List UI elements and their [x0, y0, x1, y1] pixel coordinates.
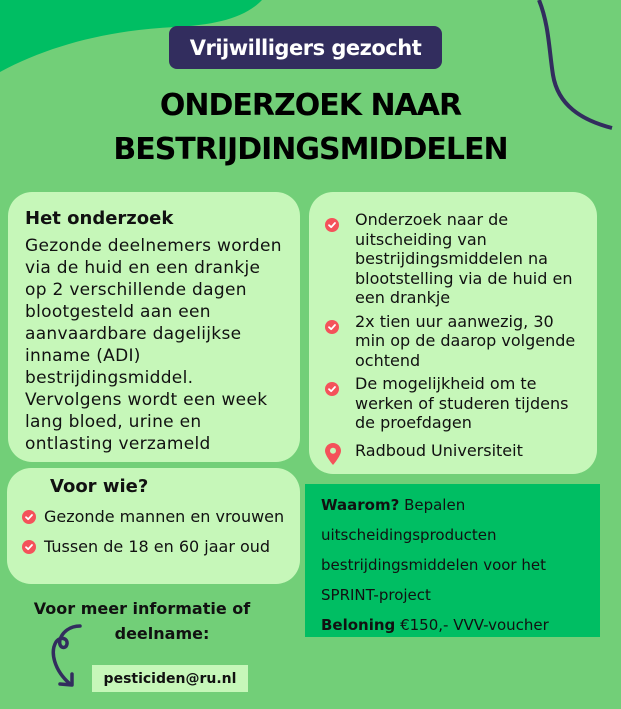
eligibility-card	[7, 468, 300, 584]
eligibility-text: Gezonde mannen en vrouwen	[44, 507, 285, 526]
location-item	[325, 441, 587, 465]
eligibility-heading: Voor wie?	[50, 476, 149, 497]
eligibility-item	[22, 507, 290, 527]
detail-text: Onderzoek naar de uitscheiding van bestrijdingsmiddelen na blootstelling via de huid en een drankje	[355, 210, 573, 307]
check-circle-icon	[22, 540, 36, 554]
map-pin-icon	[325, 443, 341, 465]
detail-item	[325, 312, 587, 371]
page-title-line-2: BESTRIJDINGSMIDDELEN	[113, 132, 508, 167]
detail-text: 2x tien uur aanwezig, 30 min op de daarop volgende ochtend	[355, 311, 576, 370]
detail-item	[325, 210, 587, 308]
check-circle-icon	[325, 218, 339, 232]
check-circle-icon	[325, 382, 339, 396]
study-description-card	[8, 192, 300, 462]
study-description: Gezonde deelnemers worden via de huid en een drankje op 2 verschillende dagen blootgesteld aan een aanvaardbare dagelijkse inname (ADI) bestrijdingsmiddel. Vervolgens wordt een week lang bloed, urine en ontlasting verzameld	[25, 236, 282, 454]
study-details-card	[309, 192, 597, 474]
location-text: Radboud Universiteit	[355, 440, 523, 460]
eligibility-text: Tussen de 18 en 60 jaar oud	[44, 536, 271, 556]
contact-line-2: deelname:	[114, 624, 210, 643]
purpose-reward-box	[305, 484, 600, 637]
page-title-line-1: ONDERZOEK NAAR	[159, 88, 462, 123]
detail-text: De mogelijkheid om te werken of studeren tijdens de proefdagen	[355, 374, 569, 432]
volunteers-wanted-badge: Vrijwilligers gezocht	[169, 26, 442, 69]
study-heading: Het onderzoek	[25, 208, 174, 229]
check-circle-icon	[325, 320, 339, 334]
check-circle-icon	[22, 510, 36, 524]
reward-value: €150,- VVV-voucher	[395, 616, 549, 634]
curly-arrow-icon	[48, 622, 88, 692]
purpose-text-4: SPRINT-project	[321, 586, 431, 604]
purpose-text-3: bestrijdingsmiddelen voor het	[321, 556, 546, 574]
purpose-line	[321, 490, 590, 520]
contact-line-1: Voor meer informatie of	[33, 599, 251, 618]
purpose-label: Waarom?	[321, 496, 400, 514]
contact-email-link[interactable]: pesticiden@ru.nl	[92, 665, 248, 692]
purpose-text-2: uitscheidingsproducten	[321, 526, 497, 544]
purpose-text-1: Bepalen	[399, 496, 466, 514]
reward-label: Beloning	[321, 616, 396, 634]
eligibility-item	[22, 537, 290, 557]
detail-item	[325, 374, 587, 433]
reward-line	[321, 610, 590, 640]
